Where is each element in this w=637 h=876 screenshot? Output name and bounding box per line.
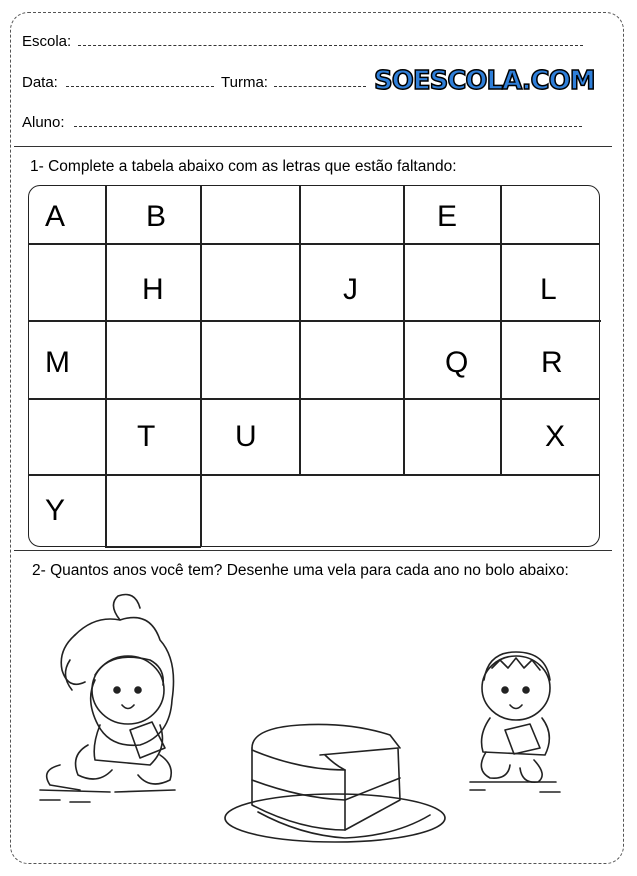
letter-l: L — [540, 273, 557, 306]
letter-m: M — [45, 346, 70, 379]
letter-t: T — [137, 420, 156, 453]
student-label: Aluno: — [22, 114, 65, 131]
class-label: Turma: — [221, 74, 268, 91]
date-label: Data: — [22, 74, 58, 91]
soescola-logo: SOESCOLA.COM — [374, 66, 595, 96]
letter-u: U — [235, 420, 257, 453]
letter-x: X — [545, 420, 566, 453]
letter-j: J — [343, 273, 358, 306]
boy-reading-illustration — [470, 652, 556, 782]
letter-e: E — [437, 200, 458, 233]
cake-illustration — [225, 724, 445, 842]
letter-r: R — [541, 346, 563, 379]
letter-y: Y — [45, 494, 66, 527]
letter-b: B — [146, 200, 167, 233]
letter-a: A — [45, 200, 66, 233]
letter-h: H — [142, 273, 164, 306]
school-label: Escola: — [22, 33, 72, 50]
letter-q: Q — [445, 346, 469, 379]
exercise-2-instruction: 2- Quantos anos você tem? Desenhe uma vela para cada ano no bolo abaixo: — [32, 562, 569, 579]
exercise-1-instruction: 1- Complete a tabela abaixo com as letras que estão faltando: — [30, 158, 457, 175]
girl-reading-illustration — [40, 595, 175, 793]
